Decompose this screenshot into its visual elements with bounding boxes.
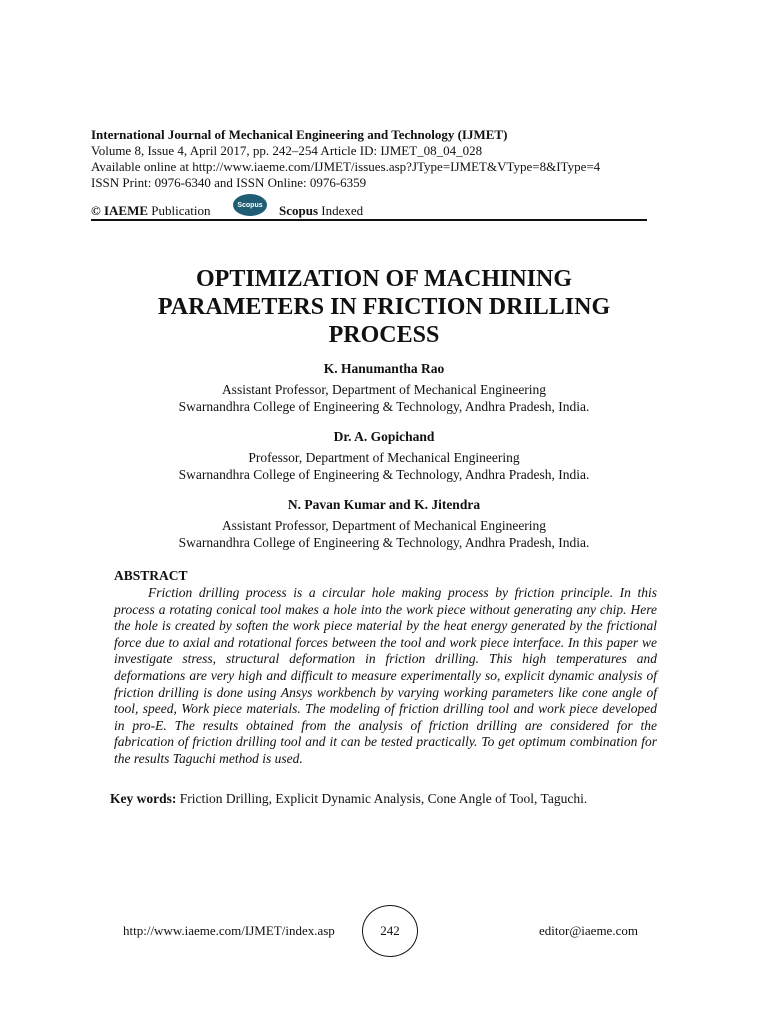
scopus-label: Scopus — [279, 203, 319, 218]
page-number-badge — [362, 905, 418, 957]
abstract-heading: ABSTRACT — [114, 568, 188, 583]
title-line-2: PARAMETERS IN FRICTION DRILLING — [157, 294, 611, 320]
author-name: N. Pavan Kumar and K. Jitendra — [287, 497, 481, 512]
keywords-label: Key words: — [110, 791, 177, 806]
author-affiliation: Swarnandhra College of Engineering & Technology, Andhra Pradesh, India. — [178, 399, 590, 414]
journal-name: International Journal of Mechanical Engineering and Technology (IJMET) — [91, 127, 508, 142]
author-block — [100, 360, 668, 415]
author-position: Professor, Department of Mechanical Engineering — [248, 450, 520, 465]
issn-line: ISSN Print: 0976-6340 and ISSN Online: 0976-6359 — [91, 175, 367, 190]
title-line-1: OPTIMIZATION OF MACHINING — [195, 266, 572, 292]
abstract-section — [114, 567, 657, 768]
scopus-logo-icon — [233, 194, 267, 216]
scopus-logo-text: Scopus — [237, 201, 263, 209]
author-list — [100, 360, 668, 564]
publication-row — [91, 194, 647, 218]
keywords-text: Friction Drilling, Explicit Dynamic Analysis, Cone Angle of Tool, Taguchi. — [179, 791, 588, 806]
publisher-name: IAEME — [103, 203, 149, 218]
scopus-indexed — [279, 203, 363, 219]
author-position: Assistant Professor, Department of Mechanical Engineering — [221, 518, 547, 533]
author-position: Assistant Professor, Department of Mechanical Engineering — [221, 382, 547, 397]
publication-word: Publication — [151, 203, 211, 218]
author-name: Dr. A. Gopichand — [333, 429, 435, 444]
header-divider — [91, 219, 647, 221]
page-footer — [0, 905, 768, 955]
available-online-line: Available online at http://www.iaeme.com/IJMET/issues.asp?JType=IJMET&VType=8&IType=4 — [91, 159, 601, 174]
indexed-word: Indexed — [321, 203, 364, 218]
author-affiliation: Swarnandhra College of Engineering & Technology, Andhra Pradesh, India. — [178, 467, 590, 482]
page-number: 242 — [380, 923, 400, 938]
keywords-line — [110, 791, 670, 807]
publisher-credit — [91, 203, 211, 219]
footer-url: http://www.iaeme.com/IJMET/index.asp — [123, 923, 335, 938]
author-block — [100, 496, 668, 551]
copyright-symbol: © — [91, 203, 101, 218]
volume-line: Volume 8, Issue 4, April 2017, pp. 242–254 Article ID: IJMET_08_04_028 — [91, 143, 483, 158]
author-name: K. Hanumantha Rao — [323, 361, 445, 376]
journal-header — [91, 127, 651, 191]
paper-title — [140, 265, 628, 349]
abstract-text: Friction drilling process is a circular hole making process by friction principle. In this process a rotating conical tool makes a hole into the work piece without generating any chip. Here the hole is created by soften the work piece material by the heat energy generated by the frictional force due to axial and rotational forces between the tool and work piece interface. In this paper we investigate stress, structural deformation in friction drilling. This high temperatures and deformations are very high and difficult to measure experimentally so, explicit dynamic analysis of friction drilling is done using Ansys workbench by varying working parameters like cone angle of tool, speed, Work piece materials. The modeling of friction drilling tool and work piece developed in pro-E. The results obtained from the analysis of friction drilling are considered for the fabrication of friction drilling tool and it can be tested practically. To get optimum combination for the results Taguchi method is used. — [114, 585, 657, 766]
author-affiliation: Swarnandhra College of Engineering & Technology, Andhra Pradesh, India. — [178, 535, 590, 550]
title-line-3: PROCESS — [328, 322, 440, 348]
footer-email: editor@iaeme.com — [539, 923, 638, 938]
author-block — [100, 428, 668, 483]
